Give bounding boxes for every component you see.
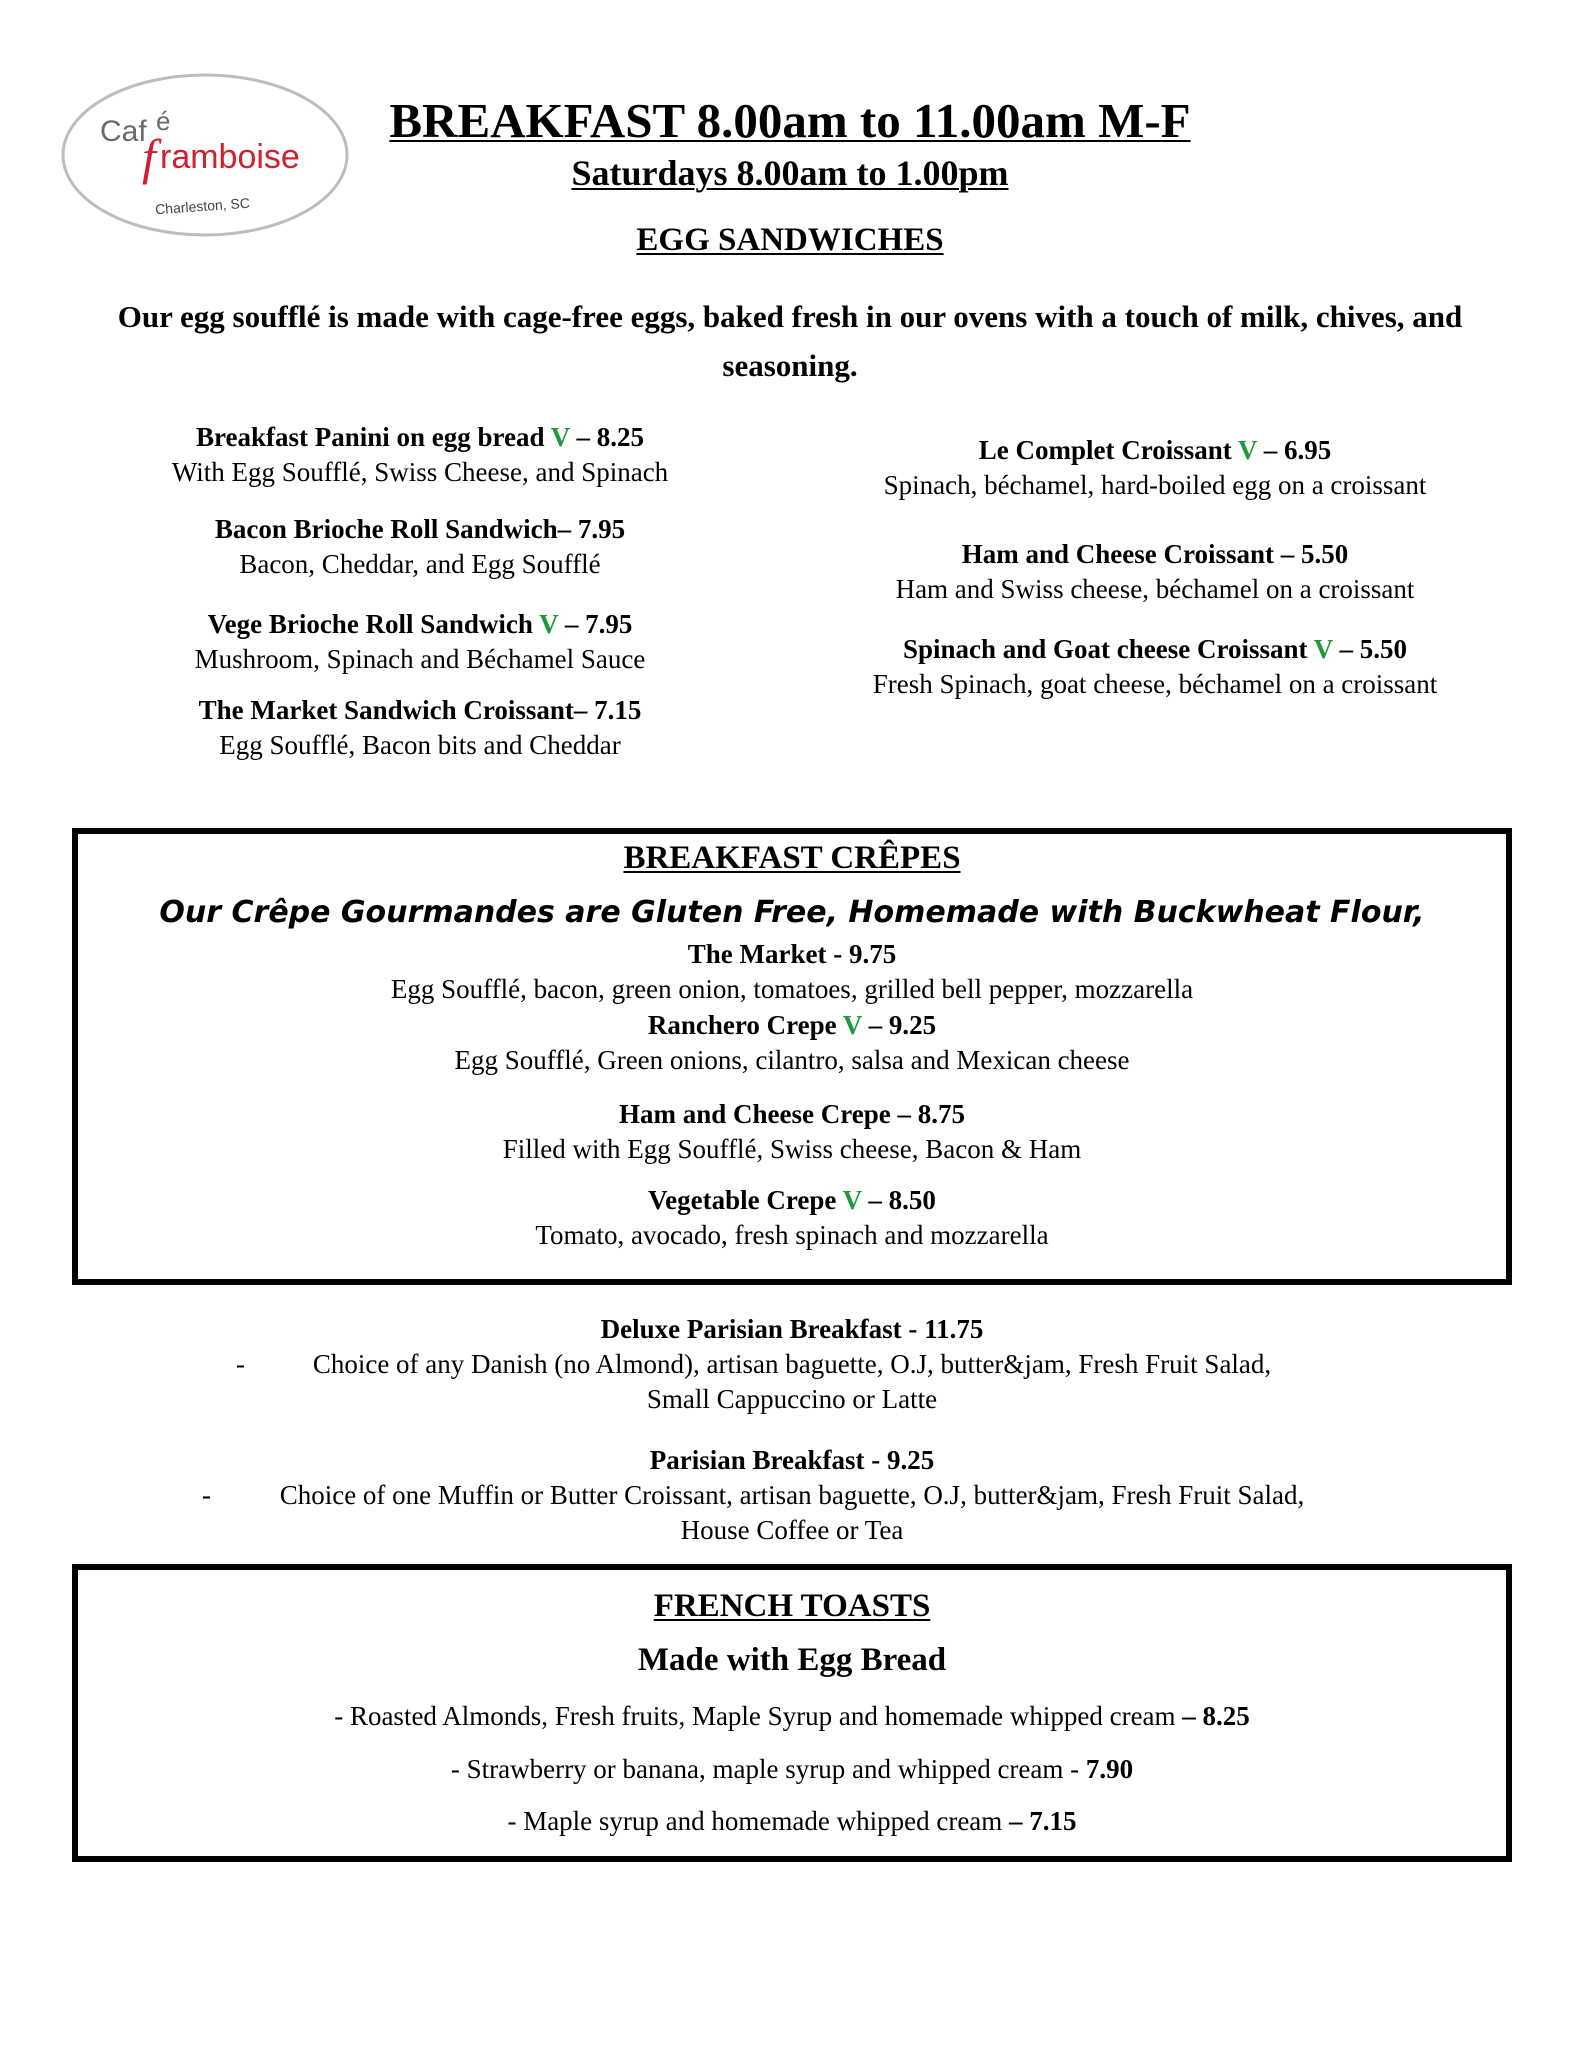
parisian-item [72, 1312, 1512, 1417]
item-name: Bacon Brioche Roll Sandwich [214, 514, 558, 544]
breakfast-crepes-heading: BREAKFAST CRÊPES [623, 840, 961, 876]
menu-item [810, 632, 1500, 702]
item-name: Deluxe Parisian Breakfast - 11.75 [600, 1314, 984, 1344]
item-price: – 8.25 [569, 422, 645, 452]
egg-sandwiches-heading: EGG SANDWICHES [636, 222, 944, 258]
menu-item [72, 937, 1512, 1007]
item-name: Spinach and Goat cheese Croissant [902, 634, 1314, 664]
menu-item [80, 693, 760, 763]
item-description-line: House Coffee or Tea [680, 1515, 904, 1545]
item-price: – 6.95 [1257, 435, 1332, 465]
item-price: – 9.25 [861, 1010, 937, 1040]
french-toasts-subheading: Made with Egg Bread [637, 1642, 947, 1678]
vegetarian-badge: V [842, 1010, 862, 1040]
egg-sandwiches-description: Our egg soufflé is made with cage-free eggs, baked fresh in our ovens with a touch of milk, chives, and seasoning. [117, 299, 1463, 383]
page-subtitle: Saturdays 8.00am to 1.00pm [571, 153, 1009, 193]
item-name: Vegetable Crepe [648, 1185, 843, 1215]
item-price: – 7.15 [573, 695, 642, 725]
item-description-line: Choice of any Danish (no Almond), artisan baguette, O.J, butter&jam, Fresh Fruit Salad, [312, 1349, 1272, 1379]
item-description: Fresh Spinach, goat cheese, béchamel on a croissant [872, 669, 1438, 699]
item-description: Filled with Egg Soufflé, Swiss cheese, Bacon & Ham [502, 1134, 1082, 1164]
french-toasts-heading: FRENCH TOASTS [653, 1588, 931, 1624]
vegetarian-badge: V [539, 609, 559, 639]
vegetarian-badge: V [1238, 435, 1258, 465]
item-description: Ham and Swiss cheese, béchamel on a croissant [895, 574, 1415, 604]
menu-item [72, 1183, 1512, 1253]
logo-word-caf: Caf [100, 115, 147, 148]
item-name: Parisian Breakfast - 9.25 [649, 1445, 935, 1475]
item-description: Egg Soufflé, Bacon bits and Cheddar [219, 730, 621, 760]
menu-item [72, 1008, 1512, 1078]
menu-item [810, 537, 1500, 607]
item-name: The Market Sandwich Croissant [198, 695, 574, 725]
item-description: Mushroom, Spinach and Béchamel Sauce [194, 644, 646, 674]
item-price: 7.90 [1085, 1754, 1134, 1784]
menu-item [72, 1097, 1512, 1167]
item-description: With Egg Soufflé, Swiss Cheese, and Spinach [171, 457, 669, 487]
menu-item [80, 420, 760, 490]
logo-location: Charleston, SC [154, 194, 251, 218]
item-price: – 8.50 [861, 1185, 936, 1215]
item-name: Ham and Cheese Croissant [961, 539, 1275, 569]
item-dash: - [236, 1349, 245, 1379]
item-description-line: Small Cappuccino or Latte [646, 1384, 938, 1414]
breakfast-crepes-subheading: Our Crêpe Gourmandes are Gluten Free, Homemade with Buckwheat Flour, [159, 895, 1425, 930]
parisian-item [72, 1443, 1512, 1548]
item-price: – 5.50 [1274, 539, 1349, 569]
logo-accent: é [156, 106, 171, 136]
item-description: Egg Soufflé, bacon, green onion, tomatoes, grilled bell pepper, mozzarella [390, 974, 1194, 1004]
item-price: – 7.15 [1009, 1806, 1077, 1836]
item-description-line: Choice of one Muffin or Butter Croissant, artisan baguette, O.J, butter&jam, Fresh Fruit Salad, [279, 1480, 1305, 1510]
item-name: Ham and Cheese Crepe – 8.75 [619, 1099, 965, 1129]
item-name: Vege Brioche Roll Sandwich [207, 609, 540, 639]
page-title: BREAKFAST 8.00am to 11.00am M-F [389, 93, 1191, 148]
item-description: - Roasted Almonds, Fresh fruits, Maple Syrup and homemade whipped cream [334, 1701, 1183, 1731]
menu-item [810, 433, 1500, 503]
item-name: Ranchero Crepe [647, 1010, 843, 1040]
item-price: – 5.50 [1332, 634, 1408, 664]
french-toast-item [72, 1754, 1512, 1785]
vegetarian-badge: V [842, 1185, 862, 1215]
item-price: – 7.95 [557, 514, 626, 544]
french-toast-item [72, 1701, 1512, 1732]
item-description: Spinach, béchamel, hard-boiled egg on a croissant [883, 470, 1427, 500]
vegetarian-badge: V [1313, 634, 1333, 664]
menu-item [80, 512, 760, 582]
item-price: – 8.25 [1182, 1701, 1250, 1731]
item-name: Breakfast Panini on egg bread [195, 422, 551, 452]
item-name: Le Complet Croissant [978, 435, 1238, 465]
menu-item [80, 607, 760, 677]
item-dash: - [202, 1480, 211, 1510]
french-toast-item [72, 1806, 1512, 1837]
item-description: Tomato, avocado, fresh spinach and mozzarella [535, 1220, 1049, 1250]
item-description: Egg Soufflé, Green onions, cilantro, salsa and Mexican cheese [454, 1045, 1130, 1075]
item-description: - Strawberry or banana, maple syrup and whipped cream - [450, 1754, 1086, 1784]
item-description: - Maple syrup and homemade whipped cream [507, 1806, 1010, 1836]
vegetarian-badge: V [550, 422, 570, 452]
logo-letter-f: f [142, 129, 156, 185]
item-price: – 7.95 [558, 609, 633, 639]
item-description: Bacon, Cheddar, and Egg Soufflé [239, 549, 601, 579]
item-name: The Market - 9.75 [687, 939, 897, 969]
logo-word-ramboise: ramboise [160, 138, 300, 176]
